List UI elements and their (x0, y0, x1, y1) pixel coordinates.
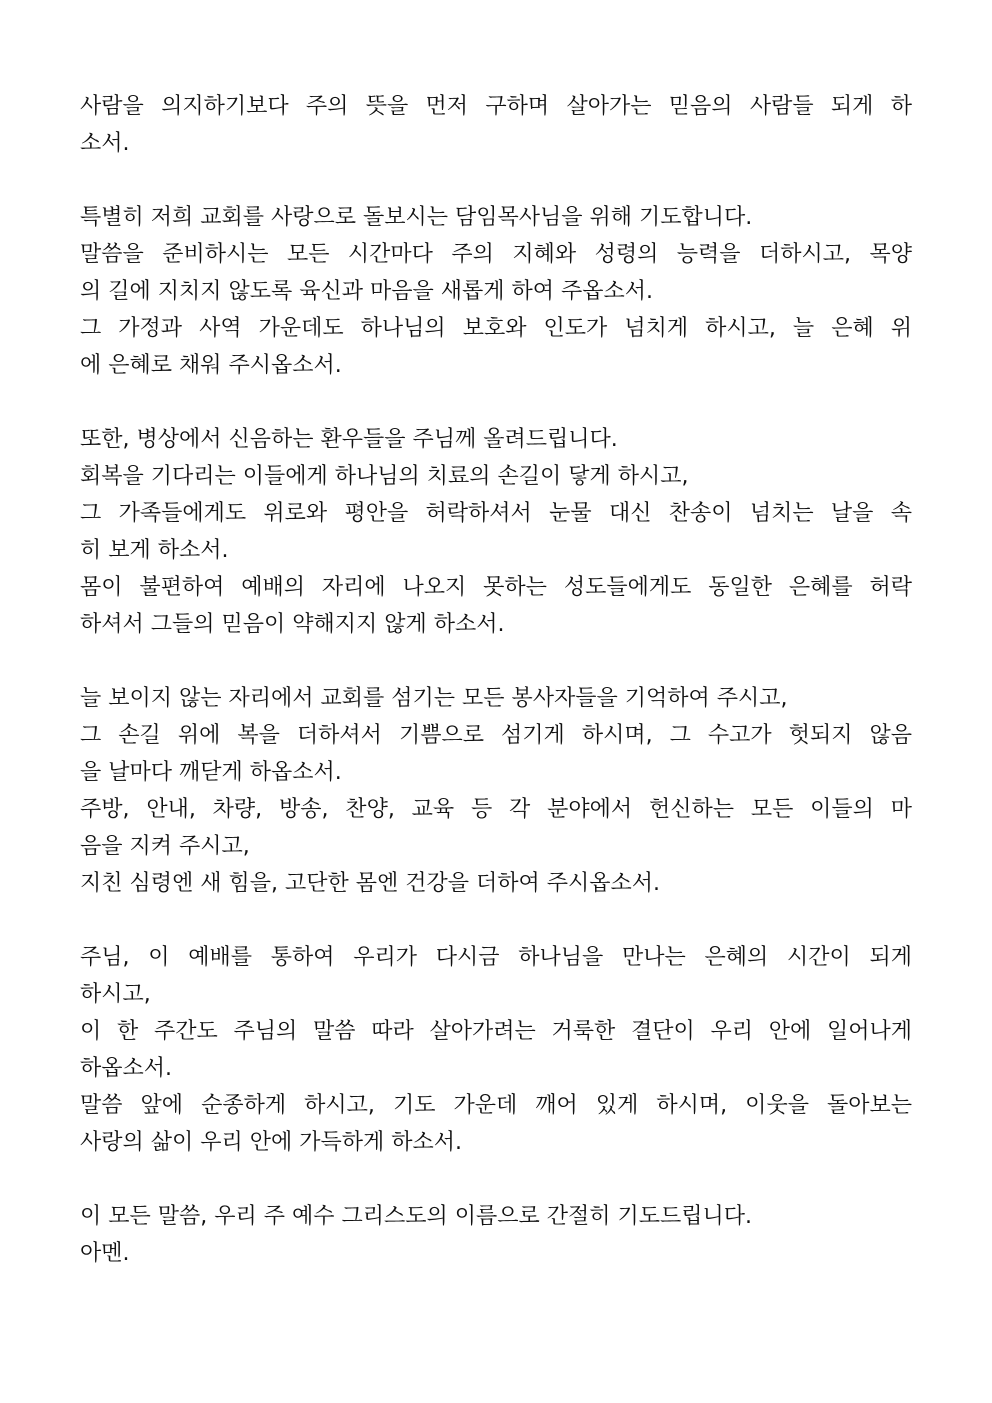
text-line: 주님, 이 예배를 통하여 우리가 다시금 하나님을 만나는 은혜의 시간이 되게 (80, 945, 912, 970)
paragraph (80, 939, 912, 1161)
text-line: 또한, 병상에서 신음하는 환우들을 주님께 올려드립니다. (80, 427, 618, 452)
text-line: 사람을 의지하기보다 주의 뜻을 먼저 구하며 살아가는 믿음의 사람들 되게 하 (80, 94, 912, 119)
text-line: 의 길에 지치지 않도록 육신과 마음을 새롭게 하여 주옵소서. (80, 279, 653, 304)
text-line: 사랑의 삶이 우리 안에 가득하게 하소서. (80, 1130, 462, 1155)
text-line: 하셔서 그들의 믿음이 약해지지 않게 하소서. (80, 612, 505, 637)
text-line: 그 가정과 사역 가운데도 하나님의 보호와 인도가 넘치게 하시고, 늘 은혜 위 (80, 316, 912, 341)
text-line: 하시고, (80, 982, 151, 1007)
text-line: 그 손길 위에 복을 더하셔서 기쁨으로 섬기게 하시며, 그 수고가 헛되지 않음 (80, 723, 912, 748)
text-line: 하옵소서. (80, 1056, 173, 1081)
text-line: 말씀을 준비하시는 모든 시간마다 주의 지혜와 성령의 능력을 더하시고, 목양 (80, 242, 912, 267)
paragraph (80, 88, 912, 162)
text-line: 아멘. (80, 1241, 130, 1266)
paragraph (80, 421, 912, 643)
paragraph (80, 680, 912, 902)
paragraph (80, 1198, 912, 1272)
text-line: 몸이 불편하여 예배의 자리에 나오지 못하는 성도들에게도 동일한 은혜를 허락 (80, 575, 912, 600)
text-line: 히 보게 하소서. (80, 538, 229, 563)
text-line: 주방, 안내, 차량, 방송, 찬양, 교육 등 각 분야에서 헌신하는 모든 이들의 마 (80, 797, 912, 822)
text-line: 소서. (80, 131, 130, 156)
text-line: 늘 보이지 않는 자리에서 교회를 섬기는 모든 봉사자들을 기억하여 주시고, (80, 686, 788, 711)
text-line: 지친 심령엔 새 힘을, 고단한 몸엔 건강을 더하여 주시옵소서. (80, 871, 660, 896)
text-line: 회복을 기다리는 이들에게 하나님의 치료의 손길이 닿게 하시고, (80, 464, 689, 489)
text-line: 에 은혜로 채워 주시옵소서. (80, 353, 342, 378)
text-line: 그 가족들에게도 위로와 평안을 허락하셔서 눈물 대신 찬송이 넘치는 날을 속 (80, 501, 912, 526)
text-line: 특별히 저희 교회를 사랑으로 돌보시는 담임목사님을 위해 기도합니다. (80, 205, 753, 230)
paragraph (80, 199, 912, 384)
text-line: 이 한 주간도 주님의 말씀 따라 살아가려는 거룩한 결단이 우리 안에 일어나게 (80, 1019, 912, 1044)
text-line: 음을 지켜 주시고, (80, 834, 250, 859)
document-body (80, 88, 912, 1309)
text-line: 말씀 앞에 순종하게 하시고, 기도 가운데 깨어 있게 하시며, 이웃을 돌아보는 (80, 1093, 912, 1118)
text-line: 이 모든 말씀, 우리 주 예수 그리스도의 이름으로 간절히 기도드립니다. (80, 1204, 752, 1229)
text-line: 을 날마다 깨닫게 하옵소서. (80, 760, 342, 785)
